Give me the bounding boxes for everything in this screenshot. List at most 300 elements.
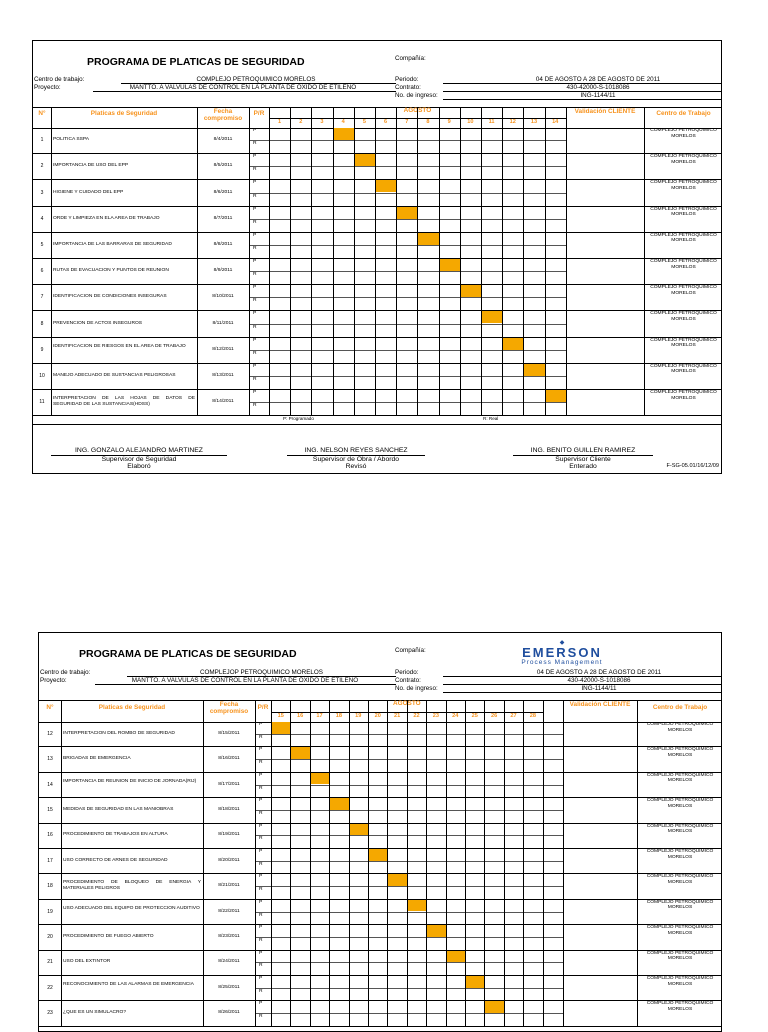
column-divider bbox=[61, 700, 62, 1026]
column-divider bbox=[290, 700, 291, 1026]
row-centro: COMPLEJO PETROQUIMICO MORELOS bbox=[646, 950, 714, 962]
programmed-cell bbox=[461, 285, 481, 297]
periodo-value: 04 DE AGOSTO A 28 DE AGOSTO DE 2011 bbox=[536, 669, 662, 676]
row-divider bbox=[39, 975, 722, 976]
row-r-label: R bbox=[259, 861, 263, 867]
column-divider bbox=[446, 700, 447, 1026]
row-divider bbox=[39, 772, 722, 773]
row-fecha: 8/9/2011 bbox=[213, 268, 233, 274]
day-number: 2 bbox=[299, 119, 303, 125]
row-fecha: 8/6/2011 bbox=[213, 189, 233, 195]
row-number: 17 bbox=[47, 857, 53, 864]
row-r-label: R bbox=[253, 219, 257, 225]
row-number: 7 bbox=[40, 294, 44, 301]
programmed-cell bbox=[388, 874, 406, 886]
row-centro: COMPLEJO PETROQUIMICO MORELOS bbox=[646, 874, 714, 885]
row-half-divider bbox=[249, 324, 566, 325]
row-divider bbox=[39, 1026, 722, 1027]
row-divider bbox=[33, 389, 722, 390]
row-fecha: 8/4/2011 bbox=[213, 137, 233, 143]
column-divider bbox=[311, 107, 312, 415]
row-description: IDENTIFICACION DE CONDICIONES INSEGURAS bbox=[53, 294, 167, 300]
row-centro: COMPLEJO PETROQUIMICO MORELOS bbox=[646, 823, 714, 835]
column-divider bbox=[637, 700, 638, 1026]
row-fecha: 8/5/2011 bbox=[213, 163, 233, 169]
row-description: IMPORTANCIA DE REUNION DE INICIO DE JORNADA(RIJ) bbox=[63, 778, 197, 784]
row-number: 9 bbox=[40, 346, 44, 353]
row-fecha: 8/8/2011 bbox=[213, 241, 233, 247]
programmed-cell bbox=[485, 1001, 503, 1013]
row-number: 23 bbox=[47, 1010, 53, 1017]
programmed-cell bbox=[369, 849, 387, 861]
row-divider bbox=[39, 924, 722, 925]
row-centro: COMPLEJO PETROQUIMICO MORELOS bbox=[650, 180, 717, 191]
row-r-label: R bbox=[259, 836, 263, 842]
periodo-label: Periodo: bbox=[395, 669, 419, 676]
row-r-label: R bbox=[259, 1014, 263, 1020]
row-centro: COMPLEJO PETROQUIMICO MORELOS bbox=[646, 798, 714, 809]
periodo-value: 04 DE AGOSTO A 28 DE AGOSTO DE 2011 bbox=[535, 76, 661, 83]
programmed-cell bbox=[350, 824, 368, 836]
row-fecha: 8/23/2011 bbox=[218, 933, 240, 939]
day-number: 23 bbox=[432, 713, 439, 719]
row-fecha: 8/10/2011 bbox=[212, 294, 234, 300]
row-divider bbox=[39, 746, 722, 747]
row-r-label: R bbox=[253, 245, 257, 251]
row-fecha: 8/19/2011 bbox=[218, 832, 240, 838]
row-centro: COMPLEJO PETROQUIMICO MORELOS bbox=[650, 390, 717, 401]
row-divider bbox=[33, 284, 722, 285]
row-description: INTERPRETACION DE LAS HOJAS DE DATOS DE SEGURIDAD DE LAS SUSTANCIAS(HDSS) bbox=[53, 396, 195, 407]
column-header-centro: Centro de Trabajo bbox=[652, 703, 708, 711]
signature-block-3 bbox=[513, 447, 653, 471]
row-divider bbox=[33, 337, 722, 338]
row-number: 22 bbox=[47, 984, 53, 991]
centro-label: Centro de trabajo: bbox=[40, 669, 91, 676]
column-header-month: AGOSTO bbox=[403, 107, 432, 114]
row-fecha: 8/14/2011 bbox=[212, 399, 234, 405]
proyecto-label: Proyecto: bbox=[40, 677, 67, 684]
row-half-divider bbox=[249, 271, 566, 272]
row-p-label: P bbox=[259, 899, 263, 905]
row-r-label: R bbox=[253, 167, 257, 173]
row-p-label: P bbox=[259, 747, 263, 753]
row-fecha: 8/15/2011 bbox=[218, 730, 240, 736]
column-header-fecha: Fecha compromiso bbox=[209, 701, 249, 715]
column-divider bbox=[255, 700, 256, 1026]
column-divider bbox=[502, 107, 503, 415]
column-divider bbox=[545, 107, 546, 415]
column-header-platicas: Platicas de Seguridad bbox=[90, 110, 158, 117]
row-half-divider bbox=[255, 988, 563, 989]
day-number: 26 bbox=[490, 713, 498, 719]
row-number: 16 bbox=[47, 832, 53, 839]
form-code: F-SG-05.01/16/12/09 bbox=[666, 463, 719, 469]
column-divider bbox=[375, 107, 376, 415]
row-fecha: 8/13/2011 bbox=[212, 372, 234, 378]
column-divider bbox=[644, 107, 645, 415]
row-centro: COMPLEJO PETROQUIMICO MORELOS bbox=[650, 259, 717, 270]
row-half-divider bbox=[255, 886, 563, 887]
column-header-fecha: Fecha compromiso bbox=[203, 108, 243, 122]
day-number: 8 bbox=[426, 119, 430, 125]
day-number: 17 bbox=[316, 713, 323, 719]
row-half-divider bbox=[255, 835, 563, 836]
row-r-label: R bbox=[259, 912, 263, 918]
row-description: RECONOCIMIENTO DE LAS ALARMAS DE EMERGENCIA bbox=[63, 981, 194, 987]
day-number: 21 bbox=[393, 713, 401, 719]
row-p-label: P bbox=[253, 363, 257, 369]
row-p-label: P bbox=[259, 925, 263, 931]
signer-role: Supervisor de Obra / Abordo bbox=[312, 455, 400, 463]
day-number: 10 bbox=[467, 119, 474, 125]
row-description: BRIGADAS DE EMERGENCIA bbox=[63, 756, 131, 762]
column-divider bbox=[387, 700, 388, 1026]
column-divider bbox=[396, 107, 397, 415]
row-divider bbox=[39, 950, 722, 951]
centro-value: COMPLEJO PETROQUIMICO MORELOS bbox=[196, 76, 316, 83]
day-number: 19 bbox=[355, 713, 362, 719]
column-divider bbox=[566, 107, 567, 415]
column-divider bbox=[203, 700, 204, 1026]
day-number: 15 bbox=[277, 713, 284, 719]
programmed-cell bbox=[503, 338, 523, 350]
row-fecha: 8/22/2011 bbox=[218, 908, 240, 914]
row-description: POLITICA SSPA bbox=[53, 137, 90, 143]
row-p-label: P bbox=[259, 849, 263, 854]
row-fecha: 8/24/2011 bbox=[218, 959, 240, 965]
contrato-label: Contrato: bbox=[395, 84, 421, 91]
row-half-divider bbox=[255, 912, 563, 913]
day-number: 1 bbox=[278, 119, 282, 125]
row-number: 19 bbox=[47, 908, 53, 915]
column-divider bbox=[354, 107, 355, 415]
row-fecha: 8/26/2011 bbox=[218, 1010, 240, 1016]
row-number: 11 bbox=[39, 399, 45, 406]
programmed-cell bbox=[427, 925, 445, 937]
row-half-divider bbox=[249, 219, 566, 220]
proyecto-label: Proyecto: bbox=[34, 84, 61, 91]
programmed-cell bbox=[482, 311, 502, 323]
row-r-label: R bbox=[253, 324, 257, 330]
day-number: 3 bbox=[320, 119, 324, 125]
column-header-pr: P/R bbox=[257, 703, 269, 711]
programmed-cell bbox=[272, 722, 290, 734]
row-half-divider bbox=[249, 193, 566, 194]
row-description: IMPORTANCIA DE LAS BARRARAS DE SEGURIDAD bbox=[53, 241, 172, 247]
row-divider bbox=[39, 899, 722, 900]
day-number: 24 bbox=[452, 713, 459, 719]
programmed-cell bbox=[355, 154, 375, 166]
day-number: 28 bbox=[529, 713, 536, 719]
column-divider bbox=[504, 700, 505, 1026]
signer-action: Enterado bbox=[569, 463, 597, 470]
schedule-sheet-1 bbox=[32, 40, 722, 474]
row-divider bbox=[33, 258, 722, 259]
column-header-platicas: Platicas de Seguridad bbox=[98, 703, 166, 711]
programmed-cell bbox=[291, 747, 309, 759]
row-half-divider bbox=[255, 785, 563, 786]
programmed-cell bbox=[466, 976, 484, 988]
signature-block-2 bbox=[287, 447, 425, 471]
column-divider bbox=[269, 107, 270, 415]
row-centro: COMPLEJO PETROQUIMICO MORELOS bbox=[646, 772, 714, 784]
row-divider bbox=[33, 153, 722, 154]
row-p-label: P bbox=[253, 259, 257, 264]
row-number: 18 bbox=[47, 883, 53, 890]
column-divider bbox=[484, 700, 485, 1026]
day-number: 11 bbox=[488, 119, 495, 125]
emerson-mark-icon: ◆ bbox=[559, 640, 565, 646]
ingreso-label: No. de ingreso: bbox=[395, 685, 438, 692]
row-p-label: P bbox=[259, 823, 263, 829]
day-number: 14 bbox=[552, 119, 559, 125]
column-header-num: N° bbox=[46, 703, 54, 711]
row-centro: COMPLEJO PETROQUIMICO MORELOS bbox=[650, 285, 717, 296]
column-divider bbox=[249, 107, 250, 415]
row-p-label: P bbox=[259, 798, 263, 804]
row-centro: COMPLEJO PETROQUIMICO MORELOS bbox=[646, 1001, 714, 1012]
programmed-cell bbox=[418, 233, 438, 245]
row-p-label: P bbox=[253, 128, 257, 133]
column-header-month: AGOSTO bbox=[393, 700, 421, 707]
row-r-label: R bbox=[259, 760, 263, 766]
row-description: INTERPRETACION DEL ROMBO DE SEGURIDAD bbox=[63, 730, 175, 736]
programmed-cell bbox=[408, 900, 426, 912]
row-p-label: P bbox=[253, 285, 257, 291]
row-number: 20 bbox=[47, 933, 53, 940]
row-number: 4 bbox=[40, 215, 44, 222]
row-divider bbox=[39, 823, 722, 824]
emerson-logo bbox=[487, 639, 637, 666]
row-fecha: 8/16/2011 bbox=[218, 756, 240, 762]
legend-divider bbox=[33, 424, 722, 425]
programmed-cell bbox=[440, 259, 460, 271]
legend-real: R: Real bbox=[483, 416, 499, 422]
row-number: 12 bbox=[47, 730, 53, 737]
row-r-label: R bbox=[259, 937, 263, 943]
column-divider bbox=[310, 700, 311, 1026]
row-description: IDENTIFICACION DE RIESGOS EN EL AREA DE TRABAJO bbox=[53, 343, 186, 349]
row-r-label: R bbox=[253, 193, 257, 199]
row-r-label: R bbox=[253, 141, 257, 147]
row-number: 2 bbox=[40, 163, 44, 170]
programmed-cell bbox=[546, 390, 566, 402]
row-p-label: P bbox=[259, 1001, 263, 1007]
column-divider bbox=[51, 107, 52, 415]
signer-role: Supervisor de Seguridad bbox=[101, 455, 177, 463]
column-divider bbox=[481, 107, 482, 415]
row-centro: COMPLEJO PETROQUIMICO MORELOS bbox=[650, 232, 717, 244]
row-p-label: P bbox=[259, 950, 263, 956]
row-description: PROCEDIMIENTO DE BLOQUEO DE ENERGIA Y MATERIALES PELIGROS bbox=[63, 880, 201, 891]
legend-programado: P: Programado bbox=[283, 416, 314, 422]
logo-subtitle: Process Management bbox=[521, 659, 603, 666]
column-divider bbox=[426, 700, 427, 1026]
column-divider bbox=[563, 700, 564, 1026]
row-divider bbox=[39, 873, 722, 874]
signer-role: Supervisor Cliente bbox=[555, 455, 611, 463]
row-description: MEDIDAS DE SEGURIDAD EN LAS MANIOBRAS bbox=[63, 806, 174, 812]
row-p-label: P bbox=[253, 180, 257, 186]
row-r-label: R bbox=[253, 350, 257, 356]
day-number: 20 bbox=[374, 713, 381, 719]
row-number: 15 bbox=[47, 806, 53, 813]
row-r-label: R bbox=[253, 376, 257, 382]
row-half-divider bbox=[249, 140, 566, 141]
row-description: USO DEL EXTINTOR bbox=[63, 959, 111, 965]
row-half-divider bbox=[255, 962, 563, 963]
row-divider bbox=[33, 232, 722, 233]
day-number: 16 bbox=[296, 713, 304, 719]
row-p-label: P bbox=[253, 311, 257, 317]
row-r-label: R bbox=[253, 272, 257, 278]
signer-name: ING. NELSON REYES SANCHEZ bbox=[287, 447, 425, 456]
row-number: 3 bbox=[40, 189, 44, 196]
row-fecha: 8/25/2011 bbox=[218, 984, 240, 990]
contrato-value: 430-42000-S-1018086 bbox=[566, 84, 630, 91]
column-divider bbox=[197, 107, 198, 415]
contrato-label: Contrato: bbox=[395, 677, 421, 684]
row-p-label: P bbox=[259, 874, 263, 880]
row-divider bbox=[33, 310, 722, 311]
row-number: 1 bbox=[40, 137, 44, 144]
proyecto-value: MANTTO. A VALVULAS DE CONTROL EN LA PLANTA DE OXIDO DE ETILENO bbox=[131, 677, 359, 684]
day-number: 12 bbox=[509, 119, 516, 125]
row-p-label: P bbox=[253, 390, 257, 395]
row-centro: COMPLEJO PETROQUIMICO MORELOS bbox=[650, 154, 717, 165]
row-centro: COMPLEJO PETROQUIMICO MORELOS bbox=[650, 128, 717, 139]
row-half-divider bbox=[255, 861, 563, 862]
row-fecha: 8/18/2011 bbox=[218, 806, 240, 812]
centro-value: COMPLEJOP PETROQUIMICO MORELOS bbox=[199, 669, 324, 676]
row-p-label: P bbox=[259, 976, 263, 981]
ingreso-value: ING-1144/11 bbox=[581, 685, 617, 692]
row-half-divider bbox=[249, 350, 566, 351]
day-number: 4 bbox=[341, 119, 345, 125]
row-half-divider bbox=[249, 166, 566, 167]
signer-name: ING. BENITO GUILLEN RAMIREZ bbox=[513, 447, 653, 456]
row-centro: COMPLEJO PETROQUIMICO MORELOS bbox=[646, 722, 714, 733]
row-half-divider bbox=[249, 245, 566, 246]
column-divider bbox=[290, 107, 291, 415]
row-centro: COMPLEJO PETROQUIMICO MORELOS bbox=[646, 849, 714, 860]
row-p-label: P bbox=[253, 337, 257, 343]
row-fecha: 8/7/2011 bbox=[213, 215, 233, 221]
row-number: 14 bbox=[47, 781, 53, 788]
row-p-label: P bbox=[253, 154, 257, 160]
row-r-label: R bbox=[259, 988, 263, 994]
programmed-cell bbox=[397, 207, 417, 219]
column-divider bbox=[271, 700, 272, 1026]
programmed-cell bbox=[334, 128, 354, 140]
column-header-validacion: Validación CLIENTE bbox=[574, 108, 636, 115]
day-number: 6 bbox=[384, 119, 388, 125]
column-header-num: N° bbox=[38, 110, 46, 117]
row-centro: COMPLEJO PETROQUIMICO MORELOS bbox=[650, 311, 717, 322]
day-number: 5 bbox=[362, 119, 366, 125]
signer-name: ING. GONZALO ALEJANDRO MARTINEZ bbox=[51, 447, 227, 456]
programmed-cell bbox=[376, 180, 396, 192]
row-number: 21 bbox=[47, 959, 53, 966]
column-divider bbox=[333, 107, 334, 415]
day-number: 18 bbox=[335, 713, 342, 719]
row-description: USO ADECUADO DEL EQUIPO DE PROTECCION AUDITIVO bbox=[63, 905, 200, 911]
column-divider bbox=[460, 107, 461, 415]
row-divider bbox=[33, 206, 722, 207]
row-number: 10 bbox=[39, 372, 45, 379]
signature-block-1 bbox=[51, 447, 227, 471]
row-centro: COMPLEJO PETROQUIMICO MORELOS bbox=[650, 337, 717, 349]
column-divider bbox=[543, 700, 544, 1026]
day-number: 27 bbox=[510, 713, 517, 719]
contrato-value: 430-42000-S-1018086 bbox=[567, 677, 631, 684]
day-number: 13 bbox=[530, 119, 538, 125]
programmed-cell bbox=[311, 773, 329, 785]
row-number: 13 bbox=[47, 756, 53, 763]
column-divider bbox=[523, 107, 524, 415]
row-r-label: R bbox=[259, 887, 263, 893]
column-divider bbox=[407, 700, 408, 1026]
column-divider bbox=[368, 700, 369, 1026]
sheet-title: PROGRAMA DE PLATICAS DE SEGURIDAD bbox=[79, 648, 297, 660]
logo-name: EMERSON bbox=[522, 645, 602, 660]
proyecto-value: MANTTO. A VALVULAS DE CONTROL EN LA PLANTA DE OXIDO DE ETILENO bbox=[129, 84, 357, 91]
row-description: USO CORRECTO DE ARNES DE SEGURIDAD bbox=[63, 857, 168, 863]
row-centro: COMPLEJO PETROQUIMICO MORELOS bbox=[646, 925, 714, 936]
row-half-divider bbox=[249, 376, 566, 377]
row-half-divider bbox=[255, 1013, 563, 1014]
programmed-cell bbox=[524, 364, 544, 376]
row-p-label: P bbox=[259, 772, 263, 778]
row-description: PROCEDIMIENTO DE FUEGO ABIERTO bbox=[63, 933, 154, 939]
row-centro: COMPLEJO PETROQUIMICO MORELOS bbox=[646, 976, 714, 987]
row-divider bbox=[33, 415, 722, 416]
row-number: 6 bbox=[40, 268, 44, 275]
day-number: 9 bbox=[447, 119, 451, 125]
column-header-pr: P/R bbox=[253, 110, 265, 117]
row-r-label: R bbox=[253, 403, 257, 409]
row-fecha: 8/11/2011 bbox=[212, 320, 234, 326]
row-description: PROCEDIMIENTO DE TRABAJOS EN ALTURA bbox=[63, 832, 168, 838]
row-r-label: R bbox=[259, 785, 263, 791]
day-number: 7 bbox=[405, 119, 409, 125]
row-centro: COMPLEJO PETROQUIMICO MORELOS bbox=[650, 363, 717, 375]
signer-action: Revisó bbox=[345, 463, 367, 470]
day-number: 25 bbox=[471, 713, 478, 719]
row-half-divider bbox=[255, 937, 563, 938]
row-r-label: R bbox=[259, 963, 263, 969]
row-r-label: R bbox=[259, 734, 263, 740]
sheet-title: PROGRAMA DE PLATICAS DE SEGURIDAD bbox=[87, 56, 305, 68]
row-p-label: P bbox=[259, 722, 263, 727]
row-p-label: P bbox=[253, 206, 257, 212]
column-header-validacion: Validación CLIENTE bbox=[569, 701, 631, 708]
column-divider bbox=[465, 700, 466, 1026]
row-description: IMPORTANCIA DE USO DEL EPP bbox=[53, 163, 129, 169]
column-divider bbox=[349, 700, 350, 1026]
signer-action: Elaboró bbox=[127, 463, 151, 470]
row-fecha: 8/20/2011 bbox=[218, 857, 240, 863]
row-description: MANEJO ADECUADO DE SUSTANCIAS PELIGROSAS bbox=[53, 372, 176, 378]
row-number: 5 bbox=[40, 241, 44, 248]
row-r-label: R bbox=[259, 810, 263, 816]
row-p-label: P bbox=[253, 232, 257, 238]
ingreso-value: ING-1144/11 bbox=[580, 92, 616, 99]
row-half-divider bbox=[255, 759, 563, 760]
programmed-cell bbox=[330, 798, 348, 810]
day-number: 22 bbox=[413, 713, 420, 719]
